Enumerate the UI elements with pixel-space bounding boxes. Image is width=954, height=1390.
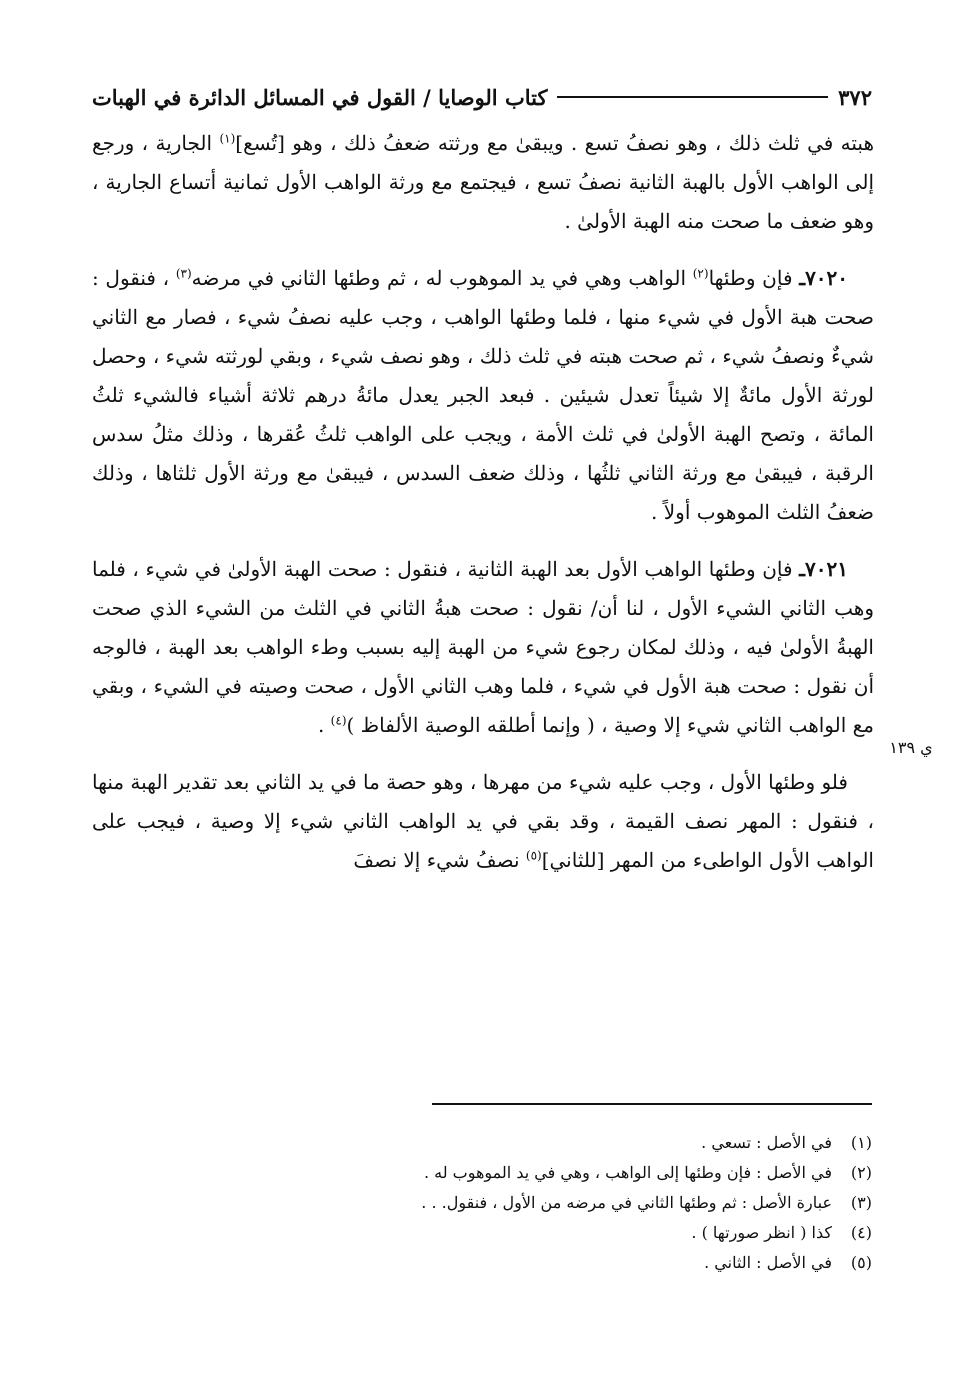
- footnote-divider: [432, 1103, 872, 1105]
- paragraph-continuation: [92, 124, 874, 241]
- paragraph-continued: [92, 763, 874, 880]
- text-line: الجارية ، ورجع إلى الواهب الأول بالهبة الثانية نصفُ تسع ، فيجتمع مع ورثة الواهب: [92, 131, 874, 194]
- footnote-number: (٥): [850, 1253, 872, 1272]
- footnote-text: في الأصل : تسعي .: [701, 1133, 832, 1152]
- footnote-text: في الأصل : فإن وطئها إلى الواهب ، وهي في يد الموهوب له .: [423, 1163, 832, 1182]
- text-segment: .: [317, 713, 325, 737]
- footnote-number: (٤): [850, 1223, 872, 1242]
- issue-number: ٧٠٢٠ـ: [799, 266, 849, 290]
- margin-note: ي ١٣٩: [889, 738, 933, 757]
- footnote-number: (٣): [850, 1193, 872, 1212]
- header-rule: [557, 96, 828, 98]
- footnote-text: عبارة الأصل : ثم وطئها الثاني في مرضه من الأول ، فنقول. . .: [421, 1193, 832, 1212]
- paragraph-7020: [92, 259, 874, 532]
- footnote-ref: (٢): [692, 266, 709, 281]
- footnote-text: في الأصل : الثاني .: [704, 1253, 832, 1272]
- text-segment: نصفُ شيء إلا نصفَ: [353, 848, 520, 872]
- footnote-number: (١): [850, 1133, 872, 1152]
- issue-number: ٧٠٢١ـ: [799, 557, 848, 581]
- footnote-item: [300, 1128, 872, 1158]
- footnote-number: (٢): [850, 1163, 872, 1182]
- text-segment: فلو وطئها الأول ، وجب عليه شيء من مهرها ، وهو حصة ما في يد الثاني بعد تقدير الهبة منها ، فنقول : المهر نصف القيمة ، وقد بقي في يد الواهب الثاني شيء إلا وصية ، فيجب على الواهب الأول الواطىء من المهر [للثاني]: [92, 770, 874, 872]
- text-segment: الواهب وهي في يد الموهوب له ، ثم وطئها الثاني في مرضه: [191, 266, 687, 290]
- footnote-item: [300, 1158, 872, 1188]
- paragraph-gap: [92, 241, 874, 259]
- text-segment: فإن وطئها الواهب الأول بعد الهبة الثانية ، فنقول : صحت الهبة الأولىٰ في شيء ، فلما وهب الثاني الشيء الأول ، لنا أن/ نقول : صحت هبةُ الثاني في الثلث من الشيء الذي صحت الهبةُ الأولىٰ فيه ، وذلك لمكان رجوع شيء من الهبة إليه بسبب وطء الواهب بعد الهبة ، فالوجه أن نقول : صحت هبة الأول في شيء ، فلما وهب الثاني الأول ، صحت وصيته في الشيء ، وبقي مع الواهب الثاني شيء إلا وصية ، ( وإنما أطلقه الوصية الألفاظ ): [92, 557, 874, 737]
- page-number: ٣٧٢: [838, 84, 872, 110]
- footnote-item: [300, 1188, 872, 1218]
- main-text: [92, 124, 874, 880]
- paragraph-gap: [92, 745, 874, 763]
- header-title: كتاب الوصايا / القول في المسائل الدائرة في الهبات: [92, 84, 548, 110]
- text-segment: ، فنقول : صحت هبة الأول في شيء منها ، فلما وطئها الواهب ، وجب عليه نصفُ شيء ، فصار مع الثاني شيءٌ ونصفُ شيء ، ثم صحت هبته في ثلث ذلك ، وهو نصف شيء ، وبقي لورثته شيء ، وحصل لورثة الأول مائةٌ إلا شيئاً تعدل شيئين . فبعد الجبر يعدل مائةُ درهم ثلاثة أشياء فالشيء ثلثُ المائة ، وتصح الهبة الأولىٰ في ثلث الأمة ، ويجب على الواهب ثلثُ عُقرها ، وذلك مثلُ سدس الرقبة ، فيبقىٰ مع ورثة الثاني ثلثُها ، وذلك ضعف السدس ، فيبقىٰ مع ورثة الأول ثلثاها ، وذلك ضعفُ الثلث الموهوب أولاً .: [92, 266, 874, 524]
- footnotes-list: [300, 1128, 872, 1278]
- running-header: [92, 78, 872, 116]
- footnote-ref: (٤): [330, 713, 347, 728]
- footnote-item: [300, 1218, 872, 1248]
- footnote-ref: (٥): [525, 848, 542, 863]
- paragraph-gap: [92, 532, 874, 550]
- text-line: هبته في ثلث ذلك ، وهو نصفُ تسع . ويبقىٰ مع ورثته ضعفُ ذلك ، وهو [تُسع]: [235, 131, 874, 155]
- footnote-text: كذا ( انظر صورتها ) .: [691, 1223, 832, 1242]
- footnote-ref: (٣): [175, 266, 192, 281]
- text-segment: فإن وطئها: [708, 266, 793, 290]
- text-line: الأول ثمانية أتساع الجارية ، وهو ضعف ما صحت منه الهبة الأولىٰ .: [92, 170, 874, 233]
- paragraph-7021: [92, 550, 874, 745]
- footnote-ref: (١): [219, 131, 236, 146]
- footnote-item: [300, 1248, 872, 1278]
